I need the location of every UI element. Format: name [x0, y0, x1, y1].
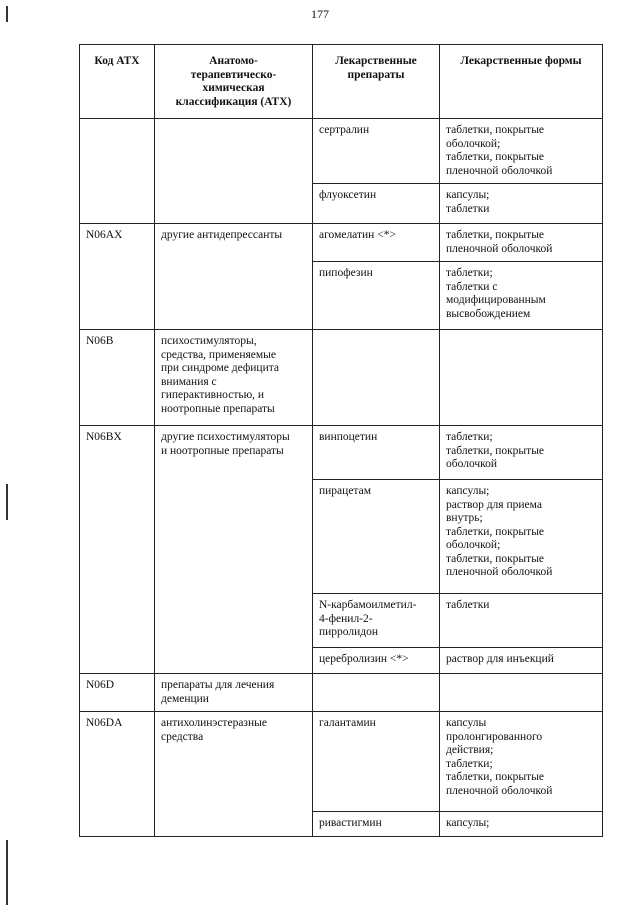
classification-cell: [155, 594, 313, 648]
drug-cell: [313, 330, 440, 426]
classification-cell: антихолинэстеразные средства: [155, 712, 313, 812]
table-row: [80, 594, 603, 648]
forms-cell: таблетки: [440, 594, 603, 648]
drug-cell: агомелатин <*>: [313, 224, 440, 262]
code-cell: [80, 648, 155, 674]
header-forms: Лекарственные формы: [440, 45, 603, 119]
table-row: [80, 812, 603, 837]
classification-cell: [155, 480, 313, 594]
drug-cell: винпоцетин: [313, 426, 440, 480]
drug-cell: [313, 674, 440, 712]
classification-cell: [155, 812, 313, 837]
table-row: [80, 330, 603, 426]
code-cell: N06DA: [80, 712, 155, 812]
classification-cell: [155, 184, 313, 224]
header-code: Код АТХ: [80, 45, 155, 119]
forms-cell: таблетки, покрытые оболочкой; таблетки, покрытые пленочной оболочкой: [440, 119, 603, 184]
table-row: [80, 262, 603, 330]
code-cell: [80, 119, 155, 184]
forms-cell: капсулы; таблетки: [440, 184, 603, 224]
forms-cell: капсулы пролонгированного действия; таблетки; таблетки, покрытые пленочной оболочкой: [440, 712, 603, 812]
drug-cell: ривастигмин: [313, 812, 440, 837]
forms-cell: [440, 674, 603, 712]
atx-table: [79, 44, 603, 837]
table-row: [80, 119, 603, 184]
table-row: [80, 480, 603, 594]
code-cell: [80, 594, 155, 648]
header-classification: Анатомо- терапевтическо- химическая классификация (АТХ): [155, 45, 313, 119]
code-cell: [80, 262, 155, 330]
forms-cell: капсулы; раствор для приема внутрь; таблетки, покрытые оболочкой; таблетки, покрытые пленочной оболочкой: [440, 480, 603, 594]
page-number: 177: [311, 7, 329, 21]
drug-cell: галантамин: [313, 712, 440, 812]
code-cell: N06BX: [80, 426, 155, 480]
table-row: [80, 426, 603, 480]
table-row: [80, 184, 603, 224]
code-cell: N06B: [80, 330, 155, 426]
classification-cell: [155, 262, 313, 330]
classification-cell: другие психостимуляторы и ноотропные препараты: [155, 426, 313, 480]
table-row: [80, 648, 603, 674]
drug-cell: сертралин: [313, 119, 440, 184]
forms-cell: таблетки; таблетки с модифицированным высвобождением: [440, 262, 603, 330]
code-cell: [80, 480, 155, 594]
classification-cell: психостимуляторы, средства, применяемые при синдроме дефицита внимания с гиперактивностью, и ноотропные препараты: [155, 330, 313, 426]
drug-cell: пипофезин: [313, 262, 440, 330]
drug-cell: церебролизин <*>: [313, 648, 440, 674]
margin-mark: [6, 840, 8, 905]
table-row: [80, 674, 603, 712]
drug-cell: пирацетам: [313, 480, 440, 594]
drug-cell: N-карбамоилметил- 4-фенил-2- пирролидон: [313, 594, 440, 648]
table-row: [80, 224, 603, 262]
drug-cell: флуоксетин: [313, 184, 440, 224]
code-cell: [80, 812, 155, 837]
code-cell: N06D: [80, 674, 155, 712]
table-row: [80, 712, 603, 812]
forms-cell: капсулы;: [440, 812, 603, 837]
margin-mark: [6, 6, 8, 22]
forms-cell: раствор для инъекций: [440, 648, 603, 674]
classification-cell: препараты для лечения деменции: [155, 674, 313, 712]
classification-cell: другие антидепрессанты: [155, 224, 313, 262]
classification-cell: [155, 119, 313, 184]
forms-cell: [440, 330, 603, 426]
forms-cell: таблетки; таблетки, покрытые оболочкой: [440, 426, 603, 480]
header-drugs: Лекарственные препараты: [313, 45, 440, 119]
forms-cell: таблетки, покрытые пленочной оболочкой: [440, 224, 603, 262]
margin-mark: [6, 484, 8, 520]
classification-cell: [155, 648, 313, 674]
code-cell: N06AX: [80, 224, 155, 262]
code-cell: [80, 184, 155, 224]
header-row: [80, 45, 603, 119]
